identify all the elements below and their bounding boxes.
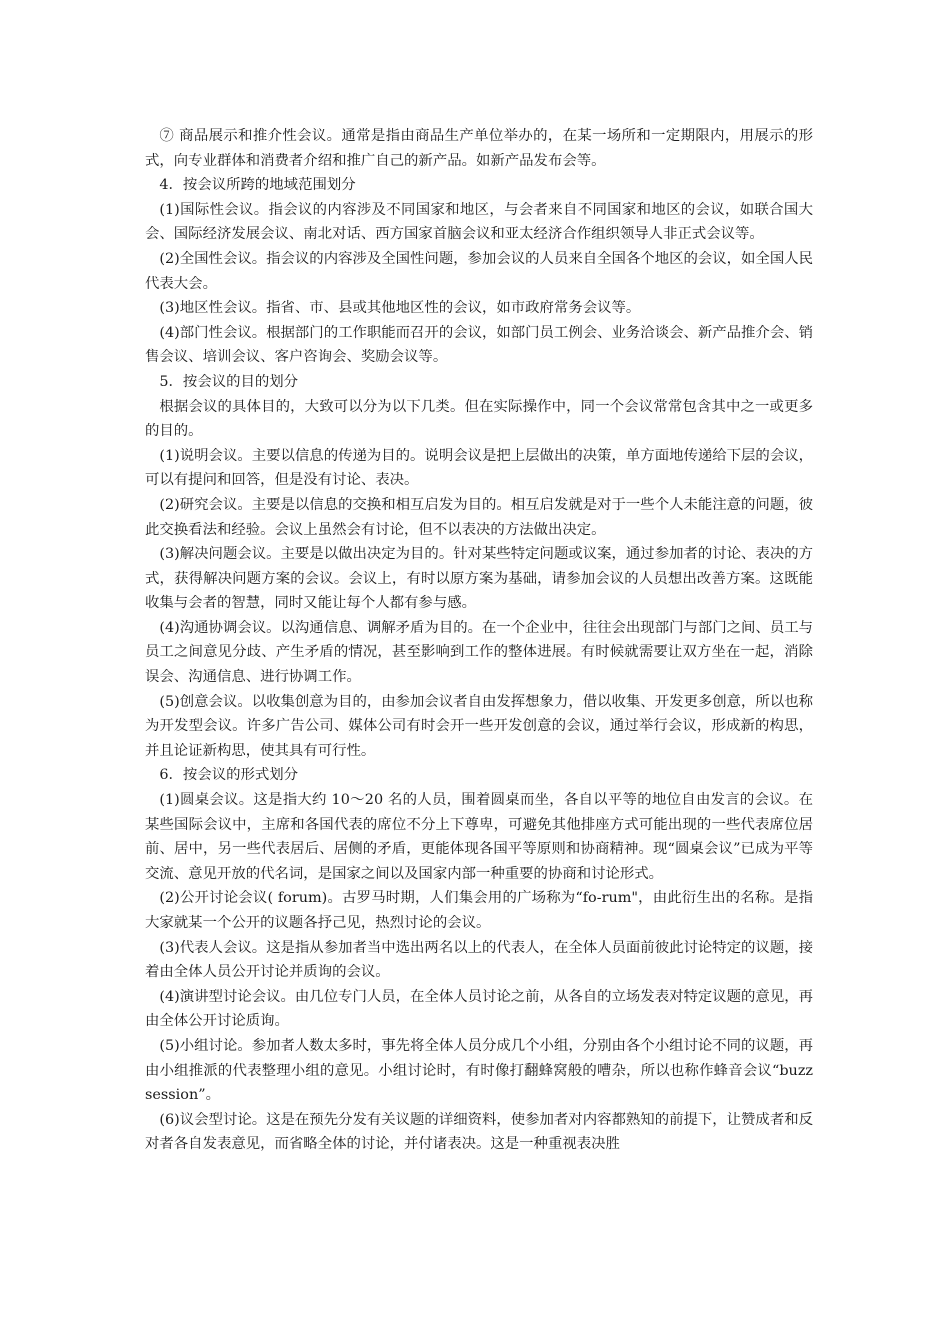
paragraph-department-meeting: (4)部门性会议。根据部门的工作职能而召开的会议，如部门员工例会、业务洽谈会、新产品推介会、销售会议、培训会议、客户咨询会、奖励会议等。 <box>145 324 813 366</box>
paragraph-forum: (2)公开讨论会议( forum)。古罗马时期，人们集会用的广场称为“fo-rum"，由此衍生出的名称。是指大家就某一个公开的议题各抒己见，热烈讨论的会议。 <box>145 890 813 931</box>
section-heading-4-region: 4．按会议所跨的地域范围划分 <box>159 177 356 194</box>
paragraph-coordination-meeting: (4)沟通协调会议。以沟通信息、调解矛盾为目的。在一个企业中，往往会出现部门与部门之间、员工与员工之间意见分歧、产生矛盾的情况，甚至影响到工作的整体进展。有时候就需要让双方坐在一起，消除误会、沟通信息、进行协调工作。 <box>145 619 813 686</box>
paragraph-parliamentary-discussion: (6)议会型讨论。这是在预先分发有关议题的详细资料，使参加者对内容都熟知的前提下，让赞成者和反对者各自发表意见，而省略全体的讨论，并付诸表决。这是一种重视表决胜 <box>145 1111 813 1153</box>
paragraph-lecture-discussion: (4)演讲型讨论会议。由几位专门人员，在全体人员讨论之前，从各自的立场发表对特定议题的意见，再由全体公开讨论质询。 <box>145 988 813 1030</box>
document-body <box>145 124 813 1157</box>
paragraph-explanation-meeting: (1)说明会议。主要以信息的传递为目的。说明会议是把上层做出的决策，单方面地传递给下层的会议，可以有提问和回答，但是没有讨论、表决。 <box>145 447 813 489</box>
paragraph-problem-solving-meeting: (3)解决问题会议。主要是以做出决定为目的。针对某些特定问题或议案，通过参加者的讨论、表决的方式，获得解决问题方案的会议。会议上，有时以原方案为基础，请参加会议的人员想出改善方案。这既能收集与会者的智慧，同时又能让每个人都有参与感。 <box>145 546 813 612</box>
section-heading-6-format: 6．按会议的形式划分 <box>159 767 299 784</box>
paragraph-group-discussion: (5)小组讨论。参加者人数太多时，事先将全体人员分成几个小组，分别由各个小组讨论不同的议题，再由小组推派的代表整理小组的意见。小组讨论时，有时像打翻蜂窝般的嘈杂，所以也称作蜂音会议“buzz session”。 <box>145 1037 813 1104</box>
paragraph-item-7-product-meeting: ⑦ 商品展示和推介性会议。通常是指由商品生产单位举办的，在某一场所和一定期限内，用展示的形式，向专业群体和消费者介绍和推广自己的新产品。如新产品发布会等。 <box>145 128 813 169</box>
paragraph-purpose-intro: 根据会议的具体目的，大致可以分为以下几类。但在实际操作中，同一个会议常常包含其中之一或更多的目的。 <box>145 398 813 440</box>
paragraph-creative-meeting: (5)创意会议。以收集创意为目的，由参加会议者自由发挥想象力，借以收集、开发更多创意，所以也称为开发型会议。许多广告公司、媒体公司有时会开一些开发创意的会议，通过举行会议，形成新的构思，并且论证新构思，使其具有可行性。 <box>145 693 813 759</box>
paragraph-regional-meeting: (3)地区性会议。指省、市、县或其他地区性的会议，如市政府常务会议等。 <box>159 300 641 317</box>
paragraph-round-table: (1)圆桌会议。这是指大约 10～20 名的人员，围着圆桌而坐，各自以平等的地位自由发言的会议。在某些国际会议中，主席和各国代表的席位不分上下尊卑，可避免其他排座方式可能出现的一些代表席位居前、居中，另一些代表居后、居侧的矛盾，更能体现各国平等原则和协商精神。现“圆桌会议”已成为平等交流、意见开放的代名词，是国家之间以及国家内部一种重要的协商和讨论形式。 <box>145 792 813 882</box>
paragraph-national-meeting: (2)全国性会议。指会议的内容涉及全国性问题，参加会议的人员来自全国各个地区的会议，如全国人民代表大会。 <box>145 250 813 292</box>
section-heading-5-purpose: 5．按会议的目的划分 <box>159 373 299 390</box>
paragraph-research-meeting: (2)研究会议。主要是以信息的交换和相互启发为目的。相互启发就是对于一些个人未能注意的问题，彼此交换看法和经验。会议上虽然会有讨论，但不以表决的方法做出决定。 <box>145 496 813 538</box>
paragraph-international-meeting: (1)国际性会议。指会议的内容涉及不同国家和地区，与会者来自不同国家和地区的会议，如联合国大会、国际经济发展会议、南北对话、西方国家首脑会议和亚太经济合作组织领导人非正式会议等。 <box>145 201 813 243</box>
paragraph-representative-meeting: (3)代表人会议。这是指从参加者当中选出两名以上的代表人，在全体人员面前彼此讨论特定的议题，接着由全体人员公开讨论并质询的会议。 <box>145 939 813 981</box>
